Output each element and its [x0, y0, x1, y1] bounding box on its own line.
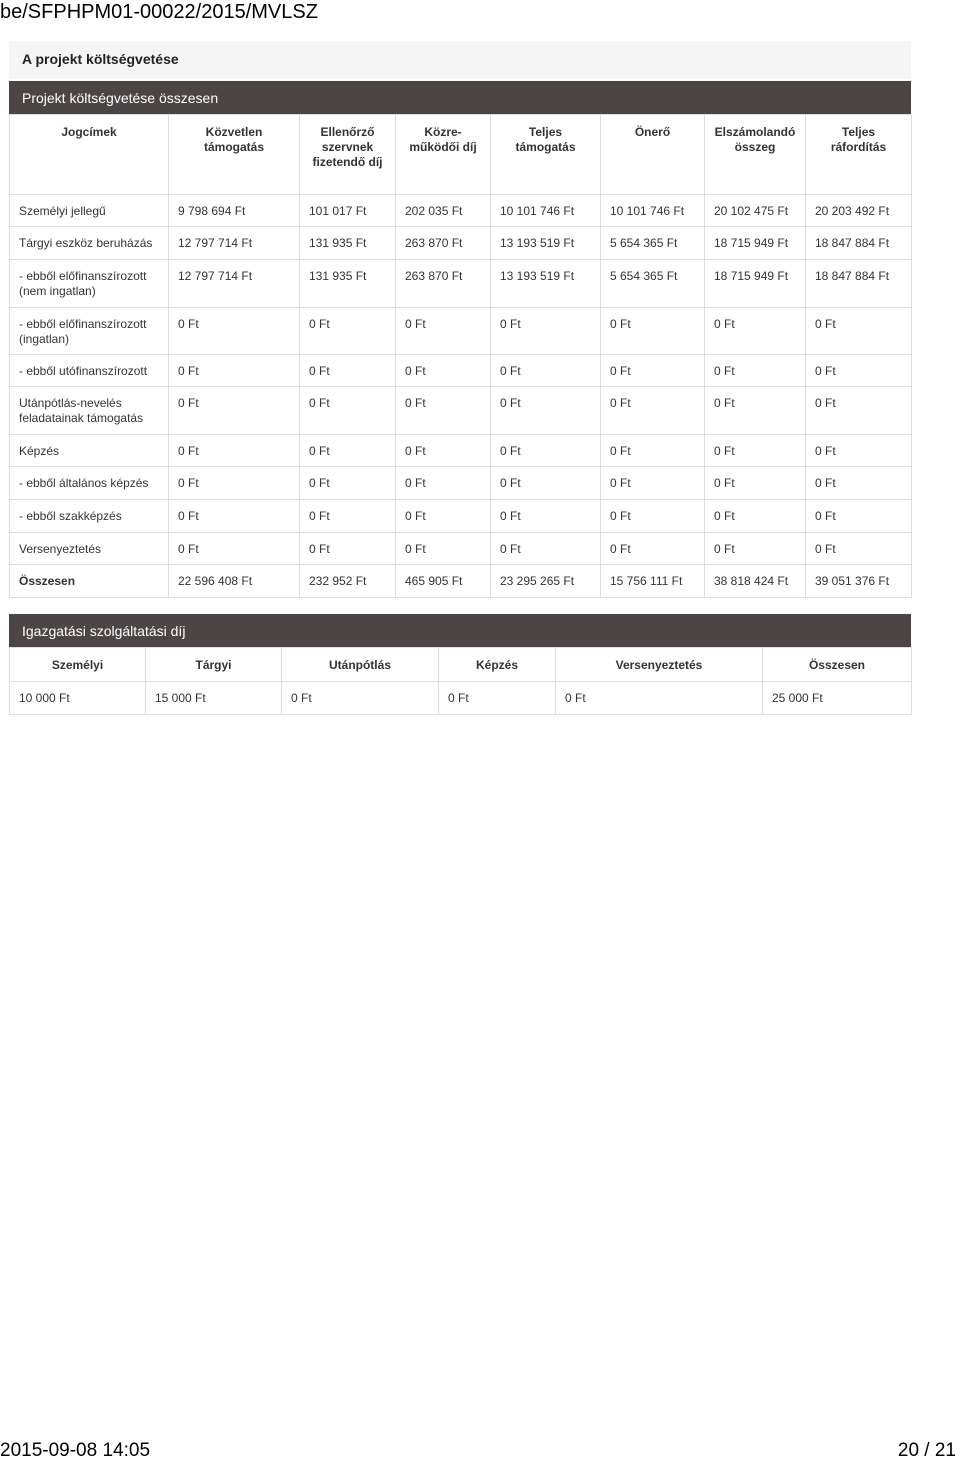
row-value: 0 Ft — [169, 308, 300, 355]
row-value: 18 715 949 Ft — [705, 260, 806, 308]
table-row — [10, 260, 912, 308]
row-value: 0 Ft — [491, 533, 601, 565]
row-value: 38 818 424 Ft — [705, 565, 806, 598]
fee-cell-versenyeztetes: 0 Ft — [556, 682, 763, 715]
row-value: 465 905 Ft — [396, 565, 491, 598]
row-value: 0 Ft — [300, 435, 396, 467]
fee-header-kepzes: Képzés — [439, 648, 556, 682]
row-value: 0 Ft — [806, 467, 912, 500]
row-value: 101 017 Ft — [300, 195, 396, 227]
row-value: 15 756 111 Ft — [601, 565, 705, 598]
row-value: 0 Ft — [601, 355, 705, 387]
fee-header-row — [10, 648, 912, 682]
fee-cell-utanpotlas: 0 Ft — [282, 682, 439, 715]
row-value: 13 193 519 Ft — [491, 227, 601, 260]
row-value: 12 797 714 Ft — [169, 260, 300, 308]
table-row — [10, 195, 912, 227]
row-label: Személyi jellegű — [10, 195, 169, 227]
fee-cell-targyi: 15 000 Ft — [146, 682, 282, 715]
row-value: 263 870 Ft — [396, 227, 491, 260]
row-value: 0 Ft — [491, 435, 601, 467]
row-value: 0 Ft — [169, 500, 300, 533]
row-value: 131 935 Ft — [300, 227, 396, 260]
header-onero: Önerő — [601, 115, 705, 195]
row-value: 232 952 Ft — [300, 565, 396, 598]
header-kozremukodoi-dij: Közre-működői díj — [396, 115, 491, 195]
row-value: 0 Ft — [806, 435, 912, 467]
row-label: Versenyeztetés — [10, 533, 169, 565]
row-value: 0 Ft — [806, 355, 912, 387]
row-value: 23 295 265 Ft — [491, 565, 601, 598]
row-value: 0 Ft — [300, 308, 396, 355]
row-value: 0 Ft — [169, 355, 300, 387]
row-value: 0 Ft — [705, 355, 806, 387]
row-value: 0 Ft — [300, 500, 396, 533]
row-label: - ebből utófinanszírozott — [10, 355, 169, 387]
row-value: 5 654 365 Ft — [601, 227, 705, 260]
row-value: 263 870 Ft — [396, 260, 491, 308]
row-value: 0 Ft — [491, 467, 601, 500]
header-elszamolando-osszeg: Elszámolandó összeg — [705, 115, 806, 195]
table-row — [10, 500, 912, 533]
row-value: 22 596 408 Ft — [169, 565, 300, 598]
row-value: 0 Ft — [396, 387, 491, 435]
row-value: 0 Ft — [705, 387, 806, 435]
row-value: 0 Ft — [300, 533, 396, 565]
table-row — [10, 565, 912, 598]
row-value: 0 Ft — [705, 500, 806, 533]
row-value: 0 Ft — [491, 500, 601, 533]
row-value: 9 798 694 Ft — [169, 195, 300, 227]
row-value: 0 Ft — [806, 387, 912, 435]
table-row — [10, 387, 912, 435]
row-value: 0 Ft — [806, 500, 912, 533]
fee-panel-title: Igazgatási szolgáltatási díj — [9, 614, 911, 647]
table-row — [10, 355, 912, 387]
row-label: - ebből általános képzés — [10, 467, 169, 500]
row-value: 0 Ft — [601, 500, 705, 533]
row-value: 10 101 746 Ft — [491, 195, 601, 227]
fee-header-targyi: Tárgyi — [146, 648, 282, 682]
budget-header-row — [10, 115, 912, 195]
row-value: 0 Ft — [396, 355, 491, 387]
row-value: 0 Ft — [169, 387, 300, 435]
row-value: 0 Ft — [491, 308, 601, 355]
row-label: Tárgyi eszköz beruházás — [10, 227, 169, 260]
footer-page-number: 20 / 21 — [897, 1440, 956, 1461]
row-value: 0 Ft — [169, 533, 300, 565]
row-label: - ebből szakképzés — [10, 500, 169, 533]
row-value: 0 Ft — [169, 435, 300, 467]
row-value: 5 654 365 Ft — [601, 260, 705, 308]
row-value: 0 Ft — [491, 387, 601, 435]
document-id: be/SFPHPM01-00022/2015/MVLSZ — [0, 1, 318, 23]
header-teljes-raforditas: Teljes ráfordítás — [806, 115, 912, 195]
row-value: 0 Ft — [705, 308, 806, 355]
row-value: 39 051 376 Ft — [806, 565, 912, 598]
row-label: - ebből előfinanszírozott (ingatlan) — [10, 308, 169, 355]
budget-panel-title: Projekt költségvetése összesen — [9, 81, 911, 114]
row-value: 131 935 Ft — [300, 260, 396, 308]
row-value: 0 Ft — [491, 355, 601, 387]
fee-header-utanpotlas: Utánpótlás — [282, 648, 439, 682]
row-value: 0 Ft — [396, 467, 491, 500]
fee-header-szemelyi: Személyi — [10, 648, 146, 682]
row-value: 20 102 475 Ft — [705, 195, 806, 227]
row-value: 18 847 884 Ft — [806, 227, 912, 260]
row-value: 20 203 492 Ft — [806, 195, 912, 227]
row-value: 202 035 Ft — [396, 195, 491, 227]
row-value: 12 797 714 Ft — [169, 227, 300, 260]
row-value: 0 Ft — [601, 533, 705, 565]
row-value: 0 Ft — [396, 308, 491, 355]
budget-table — [9, 114, 912, 598]
row-label: - ebből előfinanszírozott (nem ingatlan) — [10, 260, 169, 308]
row-value: 0 Ft — [601, 435, 705, 467]
section-title: A projekt költségvetése — [9, 41, 911, 79]
fee-cell-osszesen: 25 000 Ft — [763, 682, 912, 715]
row-value: 0 Ft — [601, 387, 705, 435]
fee-table — [9, 647, 912, 715]
footer-datetime: 2015-09-08 14:05 — [0, 1440, 151, 1461]
row-value: 0 Ft — [396, 435, 491, 467]
row-value: 13 193 519 Ft — [491, 260, 601, 308]
row-value: 0 Ft — [169, 467, 300, 500]
table-row — [10, 533, 912, 565]
row-value: 0 Ft — [300, 387, 396, 435]
table-row — [10, 435, 912, 467]
row-value: 0 Ft — [705, 533, 806, 565]
row-value: 0 Ft — [601, 308, 705, 355]
row-value: 0 Ft — [300, 467, 396, 500]
table-row — [10, 467, 912, 500]
header-kozvetlen-tamogatas: Közvetlen támogatás — [169, 115, 300, 195]
row-label: Képzés — [10, 435, 169, 467]
row-value: 0 Ft — [396, 533, 491, 565]
fee-cell-szemelyi: 10 000 Ft — [10, 682, 146, 715]
table-row — [10, 227, 912, 260]
row-label: Utánpótlás-nevelés feladatainak támogatás — [10, 387, 169, 435]
fee-cell-kepzes: 0 Ft — [439, 682, 556, 715]
row-label: Összesen — [10, 565, 169, 598]
row-value: 10 101 746 Ft — [601, 195, 705, 227]
fee-value-row — [10, 682, 912, 715]
fee-header-versenyeztetes: Versenyeztetés — [556, 648, 763, 682]
row-value: 18 715 949 Ft — [705, 227, 806, 260]
header-teljes-tamogatas: Teljes támogatás — [491, 115, 601, 195]
row-value: 0 Ft — [806, 308, 912, 355]
row-value: 0 Ft — [705, 467, 806, 500]
row-value: 0 Ft — [806, 533, 912, 565]
row-value: 0 Ft — [396, 500, 491, 533]
row-value: 0 Ft — [601, 467, 705, 500]
table-row — [10, 308, 912, 355]
header-jogcimek: Jogcímek — [10, 115, 169, 195]
row-value: 0 Ft — [705, 435, 806, 467]
row-value: 18 847 884 Ft — [806, 260, 912, 308]
fee-header-osszesen: Összesen — [763, 648, 912, 682]
header-ellenorzo-szerv-dij: Ellenőrző szervnek fizetendő díj — [300, 115, 396, 195]
row-value: 0 Ft — [300, 355, 396, 387]
